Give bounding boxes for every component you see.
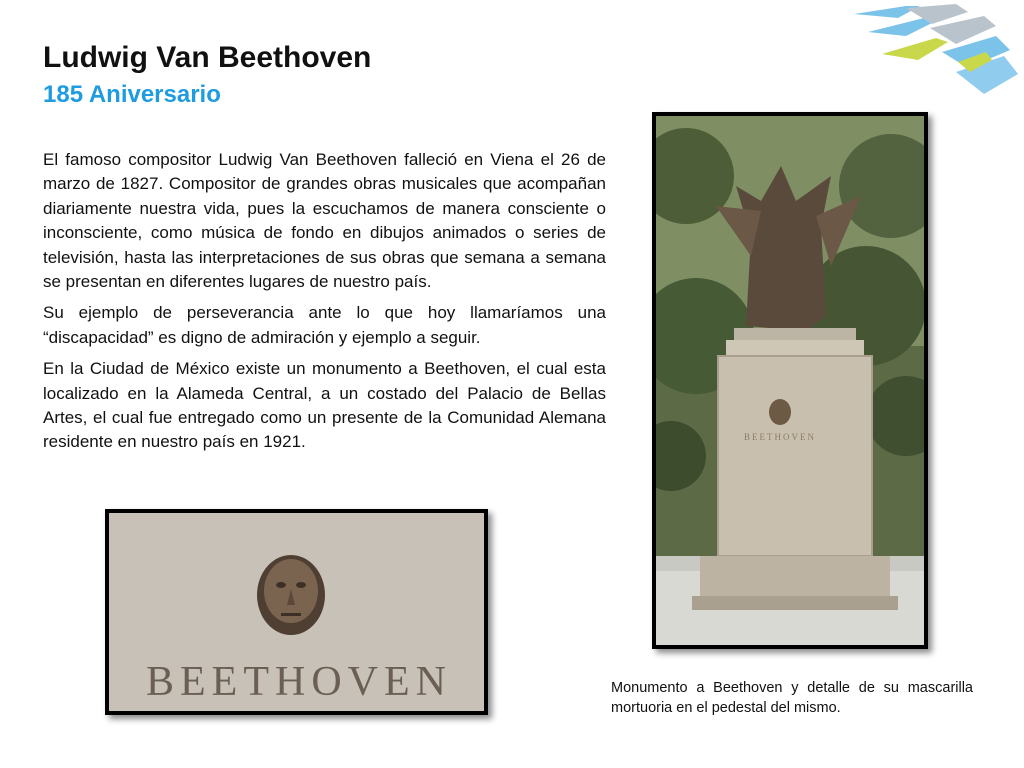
- mask-detail-photo: [105, 509, 488, 715]
- detail-inscription: BEETHOVEN: [146, 659, 452, 705]
- slide-title: Ludwig Van Beethoven: [43, 41, 372, 74]
- body-text: [43, 148, 606, 462]
- monument-photo: [652, 112, 928, 649]
- slide-subtitle: 185 Aniversario: [43, 81, 221, 108]
- paragraph-1: El famoso compositor Ludwig Van Beethoven falleció en Viena el 26 de marzo de 1827. Compositor de grandes obras musicales que acompañan diariamente nuestra vida, pues la escuchamos de manera consciente o inconsciente, como música de fondo en dibujos animados o series de televisión, hasta las interpretaciones de sus obras que semana a semana se presentan en diferentes lugares de nuestro país.: [43, 150, 606, 292]
- paragraph-3: En la Ciudad de México existe un monumento a Beethoven, el cual esta localizado en la Alameda Central, a un costado del Palacio de Bellas Artes, el cual fue entregado como un presente de la Comunidad Alemana residente en nuestro país en 1921.: [43, 359, 606, 452]
- photo-caption: Monumento a Beethoven y detalle de su mascarilla mortuoria en el pedestal del mismo.: [611, 680, 973, 716]
- paragraph-2: Su ejemplo de perseverancia ante lo que hoy llamaríamos una “discapacidad” es digno de admiración y ejemplo a seguir.: [43, 303, 606, 347]
- logo-icon: [846, 2, 1022, 102]
- monument-inscription: BEETHOVEN: [744, 432, 816, 442]
